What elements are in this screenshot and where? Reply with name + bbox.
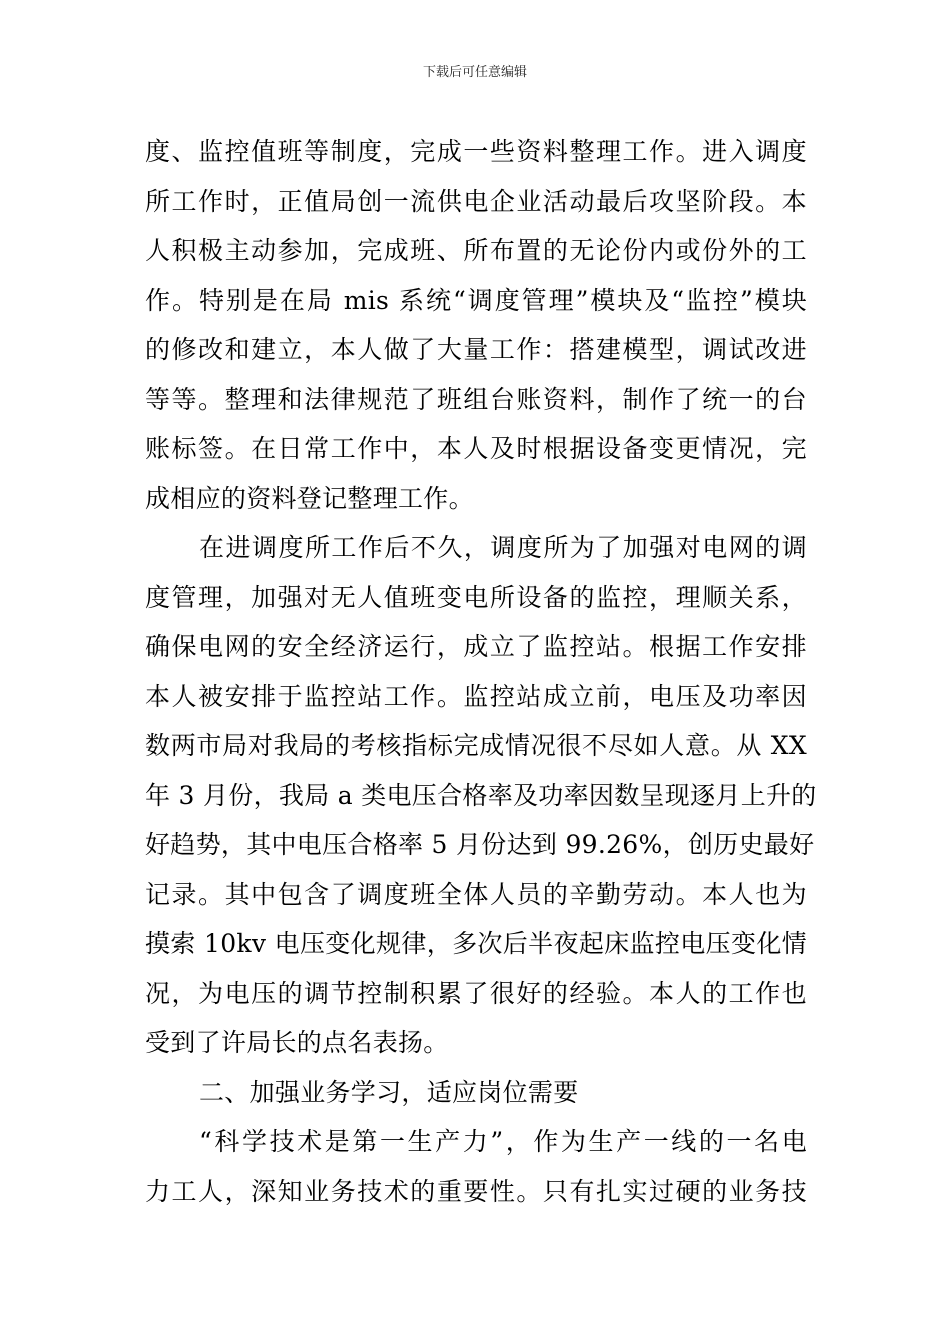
text-line: 本人被安排于监控站工作。监控站成立前，电压及功率因 [145,681,807,711]
text-line: 的修改和建立，本人做了大量工作：搭建模型，调试改进 [145,335,807,364]
text-line: 成相应的资料登记整理工作。 [145,483,474,513]
text-line: 确保电网的安全经济运行，成立了监控站。根据工作安排 [145,632,807,661]
text-line: 好趋势，其中电压合格率 5 月份达到 99.26%，创历史最好 [145,830,815,859]
text-line: 记录。其中包含了调度班全体人员的辛勤劳动。本人也为 [145,879,807,909]
document-body [145,127,817,1216]
text-line: 摸索 10kv 电压变化规律，多次后半夜起床监控电压变化情 [145,929,807,958]
text-line: 作。特别是在局 mis 系统“调度管理”模块及“监控”模块 [145,285,807,315]
text-line: 账标签。在日常工作中，本人及时根据设备变更情况，完 [145,434,807,463]
text-line: 所工作时，正值局创一流供电企业活动最后攻坚阶段。本 [145,186,807,216]
text-line: 受到了许局长的点名表扬。 [145,1028,449,1057]
text-line: 况，为电压的调节控制积累了很好的经验。本人的工作也 [145,978,807,1008]
text-line: 数两市局对我局的考核指标完成情况很不尽如人意。从 XX [145,731,807,760]
paragraph-first-line: 在进调度所工作后不久，调度所为了加强对电网的调 [199,533,807,562]
text-line: 人积极主动参加，完成班、所布置的无论份内或份外的工 [145,236,807,265]
text-line: 力工人，深知业务技术的重要性。只有扎实过硬的业务技 [145,1176,807,1206]
section-heading: 二、加强业务学习，适应岗位需要 [199,1077,579,1107]
paragraph-first-line: “科学技术是第一生产力”，作为生产一线的一名电 [199,1127,807,1156]
text-line: 度管理，加强对无人值班变电所设备的监控，理顺关系， [145,582,807,612]
text-line: 度、监控值班等制度，完成一些资料整理工作。进入调度 [145,137,807,166]
text-line: 等等。整理和法律规范了班组台账资料，制作了统一的台 [145,384,807,414]
page-header: 下载后可任意编辑 [422,65,527,80]
text-line: 年 3 月份，我局 a 类电压合格率及功率因数呈现逐月上升的 [145,780,817,810]
